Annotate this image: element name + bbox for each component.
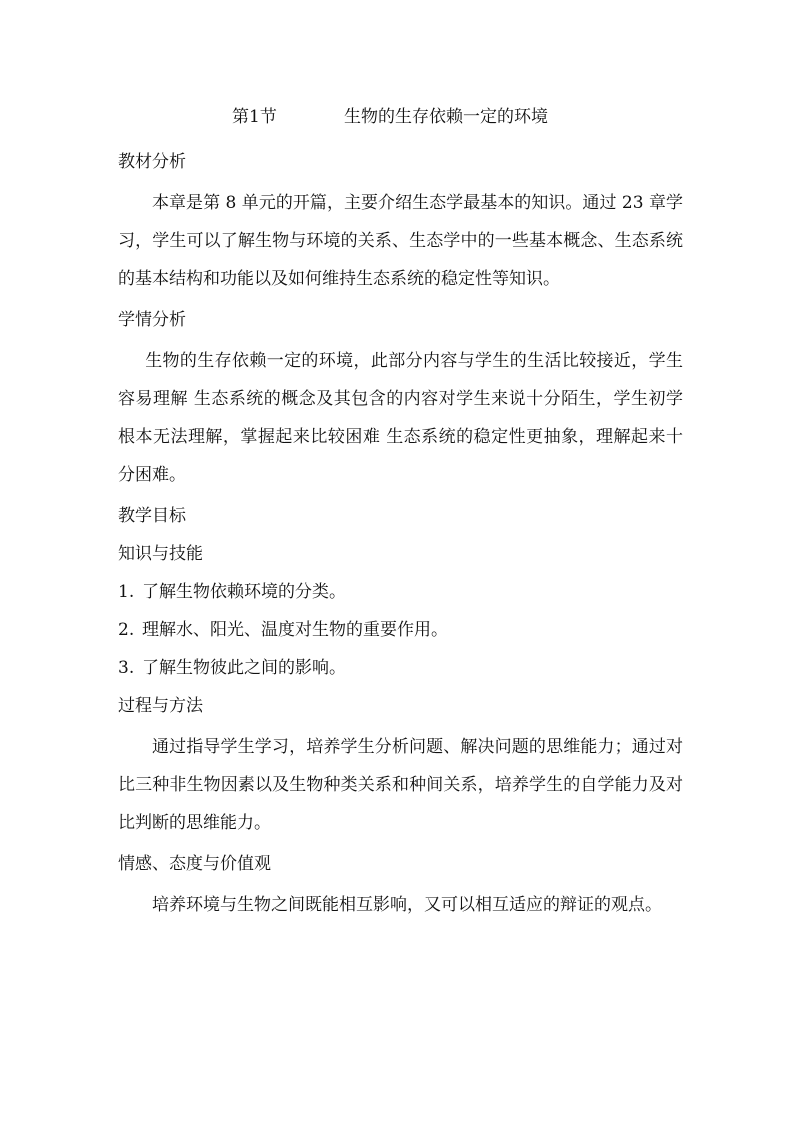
list-item (118, 614, 683, 646)
emotion-values-heading: 情感、态度与价值观 (118, 854, 271, 874)
chapter-label: 第1节 (232, 107, 277, 127)
textbook-analysis-paragraph: 本章是第 8 单元的开篇，主要介绍生态学最基本的知识。通过 23 章学习，学生可以了解生物与环境的关系、生态学中的一些基本概念、生态系统的基本结构和功能以及如何维持生态系统的稳定性等知识。 (118, 193, 683, 289)
list-item-text: 了解生物彼此之间的影响。 (142, 658, 346, 678)
page-title (232, 104, 632, 130)
emotion-values-paragraph: 培养环境与生物之间既能相互影响，又可以相互适应的辩证的观点。 (152, 895, 662, 915)
list-item-number: 1. (118, 582, 135, 602)
list-item (118, 652, 683, 684)
process-methods-heading: 过程与方法 (118, 696, 203, 716)
textbook-analysis-heading: 教材分析 (118, 152, 186, 172)
teaching-goals-heading: 教学目标 (118, 506, 186, 526)
process-methods-paragraph: 通过指导学生学习，培养学生分析问题、解决问题的思维能力；通过对比三种非生物因素以及生物种类关系和种间关系，培养学生的自学能力及对比判断的思维能力。 (118, 737, 683, 833)
student-analysis-heading: 学情分析 (118, 310, 186, 330)
list-item-text: 了解生物依赖环境的分类。 (142, 582, 346, 602)
document-body (118, 146, 683, 930)
list-item-number: 2. (118, 620, 135, 640)
student-analysis-paragraph: 生物的生存依赖一定的环境，此部分内容与学生的生活比较接近，学生容易理解 生态系统的概念及其包含的内容对学生来说十分陌生，学生初学根本无法理解，掌握起来比较困难 生态系统的稳定性更抽象，理解起来十分困难。 (118, 351, 683, 485)
knowledge-skills-heading: 知识与技能 (118, 544, 203, 564)
list-item (118, 576, 683, 608)
list-item-number: 3. (118, 658, 135, 678)
title-text: 生物的生存依赖一定的环境 (344, 107, 548, 127)
list-item-text: 理解水、阳光、温度对生物的重要作用。 (142, 620, 448, 640)
